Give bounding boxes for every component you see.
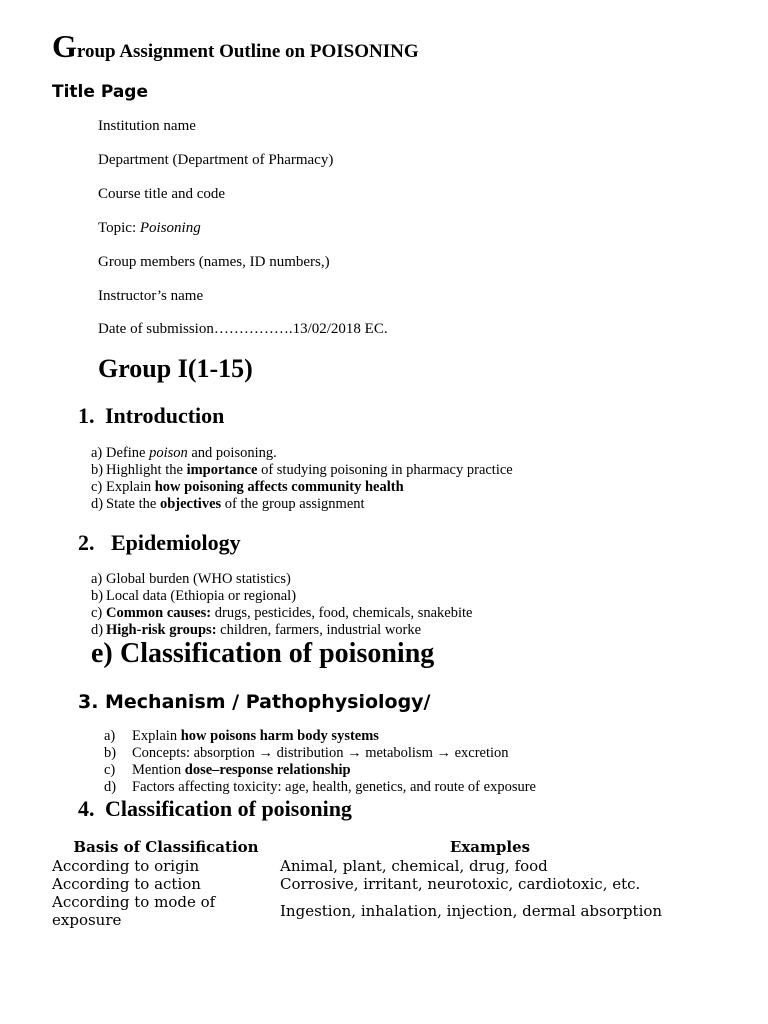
table-row bbox=[52, 893, 700, 929]
section-heading-introduction bbox=[78, 403, 224, 429]
topic-value: Poisoning bbox=[139, 220, 201, 236]
list-text: of the group assignment bbox=[221, 496, 365, 512]
list-text: Explain bbox=[132, 728, 181, 744]
column-header: Basis of Classification bbox=[73, 838, 259, 856]
table-row bbox=[52, 875, 700, 893]
list-text: and poisoning. bbox=[187, 445, 277, 461]
table-cell: According to action bbox=[52, 875, 201, 893]
title-page-item: Instructor’s name bbox=[98, 288, 204, 304]
group-heading: Group I(1-15) bbox=[98, 354, 253, 383]
list-marker: c) bbox=[91, 479, 103, 495]
classification-subheading bbox=[91, 638, 434, 670]
list-marker: a) bbox=[104, 728, 116, 744]
classification-table bbox=[52, 838, 700, 929]
list-item bbox=[91, 462, 513, 479]
table-cell: According to origin bbox=[52, 857, 200, 875]
list-item bbox=[91, 479, 404, 496]
table-cell: Corrosive, irritant, neurotoxic, cardiotoxic, etc. bbox=[280, 875, 641, 893]
section-number: 1. bbox=[78, 403, 95, 428]
bold-text: how poisoning affects community health bbox=[154, 479, 404, 495]
list-text: Factors affecting toxicity: age, health, genetics, and route of exposure bbox=[132, 779, 536, 795]
section-number: 2. bbox=[78, 530, 95, 555]
bold-text: importance bbox=[186, 462, 258, 478]
title-page-item bbox=[98, 220, 201, 237]
list-item bbox=[91, 571, 291, 588]
title-page-heading: Title Page bbox=[52, 82, 148, 102]
list-marker: c) bbox=[91, 605, 103, 621]
section-title: Mechanism / Pathophysiology/ bbox=[105, 691, 431, 713]
title-drop-letter: G bbox=[52, 28, 77, 64]
list-text: Global burden (WHO statistics) bbox=[106, 571, 291, 587]
list-marker: b) bbox=[104, 745, 117, 761]
list-marker: d) bbox=[104, 779, 117, 795]
title-text: roup Assignment Outline on POISONING bbox=[76, 41, 419, 62]
list-marker: b) bbox=[91, 588, 104, 604]
bold-text: dose–response relationship bbox=[184, 762, 351, 778]
list-item bbox=[104, 745, 509, 762]
list-marker: d) bbox=[91, 496, 104, 512]
list-text: Explain bbox=[106, 479, 155, 495]
list-marker: e) bbox=[91, 638, 113, 669]
list-text: drugs, pesticides, food, chemicals, snakebite bbox=[211, 605, 473, 621]
list-item bbox=[91, 588, 296, 605]
table-cell: Animal, plant, chemical, drug, food bbox=[280, 857, 548, 875]
title-page-item: Department (Department of Pharmacy) bbox=[98, 152, 334, 168]
section-number: 3. bbox=[78, 691, 99, 713]
table-header-row bbox=[52, 838, 700, 857]
document-title bbox=[52, 28, 419, 65]
column-header: Examples bbox=[449, 838, 531, 856]
section-title: Classification of poisoning bbox=[105, 796, 352, 821]
list-marker: a) bbox=[91, 445, 103, 461]
list-item bbox=[104, 779, 536, 796]
section-heading-mechanism bbox=[78, 691, 431, 713]
list-text: of studying poisoning in pharmacy practice bbox=[257, 462, 513, 478]
section-number: 4. bbox=[78, 796, 95, 821]
list-item bbox=[91, 605, 472, 622]
list-marker: c) bbox=[104, 762, 116, 778]
list-text: State the bbox=[106, 496, 160, 512]
section-title: Introduction bbox=[105, 403, 225, 428]
list-text: children, farmers, industrial worke bbox=[216, 622, 422, 638]
list-marker: b) bbox=[91, 462, 104, 478]
list-item bbox=[91, 622, 421, 639]
table-cell: Ingestion, inhalation, injection, dermal absorption bbox=[280, 902, 663, 920]
section-title: Epidemiology bbox=[111, 530, 241, 555]
list-text: Mention bbox=[132, 762, 185, 778]
title-page-item: Institution name bbox=[98, 118, 196, 134]
title-page-item: Group members (names, ID numbers,) bbox=[98, 254, 330, 270]
table-cell: According to mode of exposure bbox=[52, 893, 216, 929]
bold-text: how poisons harm body systems bbox=[180, 728, 379, 744]
title-page-item: Date of submission…………….13/02/2018 EC. bbox=[98, 321, 388, 337]
subheading-title: Classification of poisoning bbox=[120, 638, 435, 669]
list-marker: a) bbox=[91, 571, 103, 587]
bold-text: High-risk groups: bbox=[106, 622, 217, 638]
list-text: Local data (Ethiopia or regional) bbox=[106, 588, 297, 604]
topic-label: Topic: bbox=[98, 220, 140, 236]
table-row bbox=[52, 857, 700, 875]
bold-text: Common causes: bbox=[106, 605, 212, 621]
list-item bbox=[91, 445, 277, 462]
title-page-item: Course title and code bbox=[98, 186, 226, 202]
list-item bbox=[91, 496, 365, 513]
list-text: Define bbox=[106, 445, 150, 461]
list-text: Concepts: absorption → distribution → metabolism → excretion bbox=[132, 745, 509, 761]
list-item bbox=[104, 762, 351, 779]
italic-text: poison bbox=[149, 445, 188, 461]
list-text: Highlight the bbox=[106, 462, 187, 478]
section-heading-epidemiology bbox=[78, 530, 241, 556]
bold-text: objectives bbox=[159, 496, 222, 512]
section-heading-classification bbox=[78, 796, 352, 822]
list-item bbox=[104, 728, 379, 745]
list-marker: d) bbox=[91, 622, 104, 638]
